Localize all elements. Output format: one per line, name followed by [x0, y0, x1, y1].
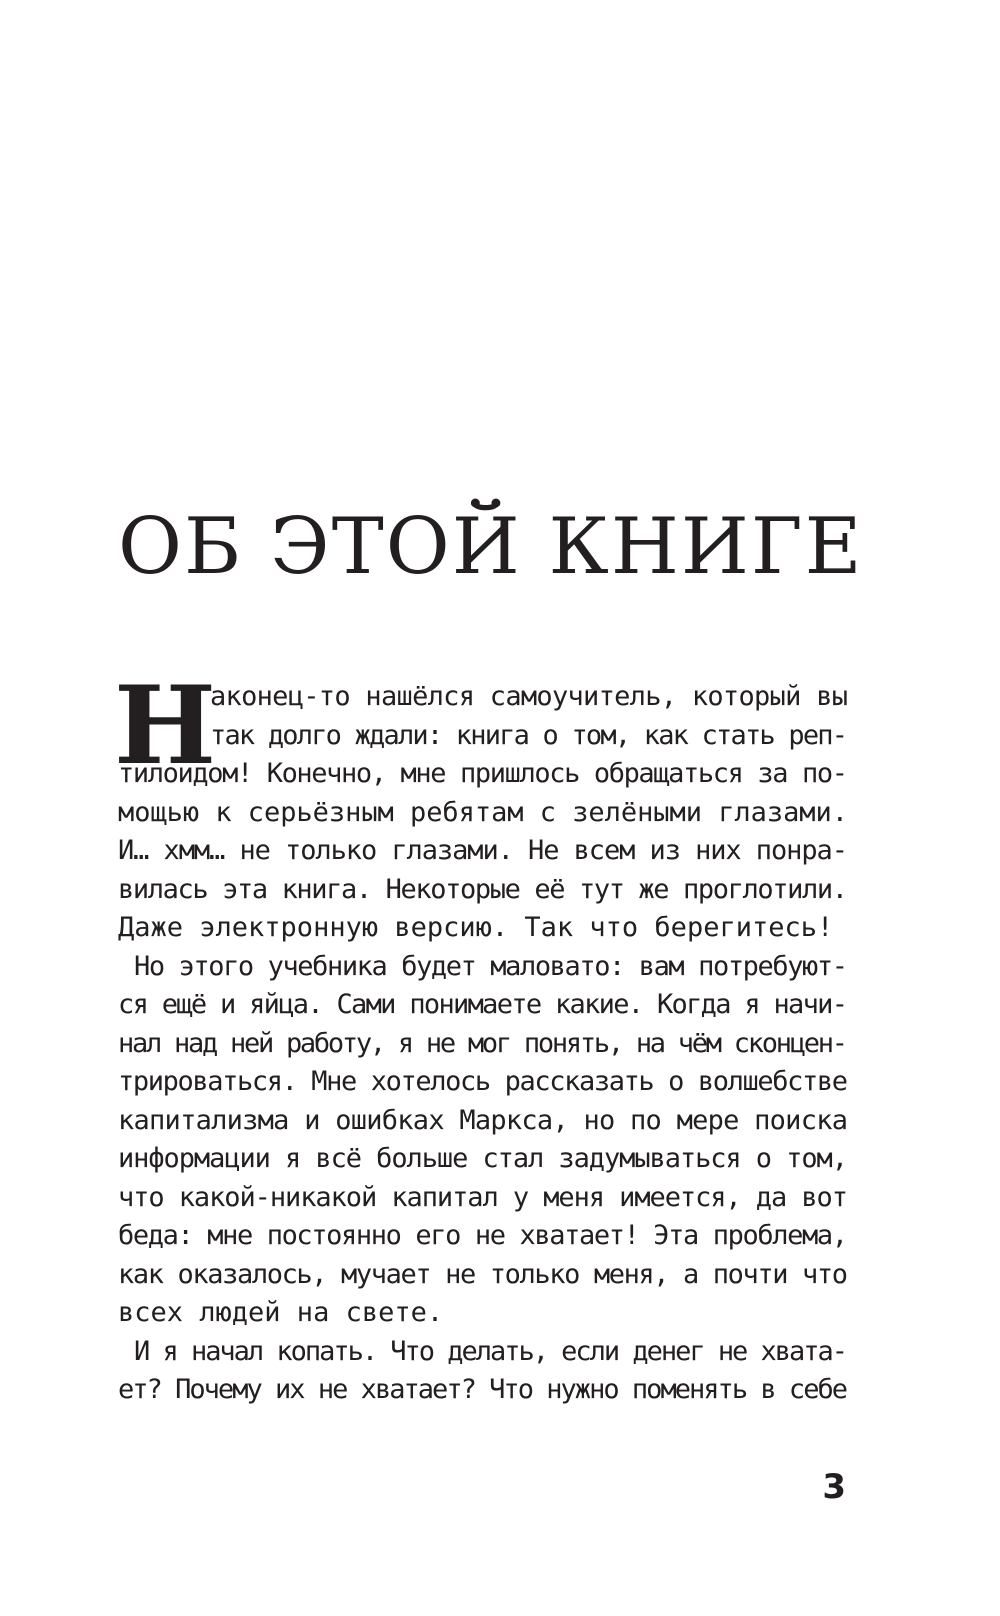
drop-cap: Н [114, 663, 213, 789]
text-line: информации я всё больше стал задумываться о том, [118, 1143, 847, 1174]
text-line: Но этого учебника будет маловато: вам потребуют- [134, 950, 847, 982]
text-line: ся ещё и яйца. Сами понимаете какие. Когда я начи- [118, 989, 847, 1020]
text-line: всех людей на свете. [118, 1297, 444, 1328]
text-line: И… хмм… не только глазами. Не всем из них понра- [118, 835, 847, 866]
text-line: ет? Почему их не хватает? Что нужно поменять в себе [118, 1374, 847, 1405]
text-line: И я начал копать. Что делать, если денег не хвата- [134, 1335, 846, 1367]
text-line: так долго ждали: книга о том, как стать реп- [210, 719, 847, 751]
text-line: что какой-никакой капитал у меня имеется, да вот [118, 1181, 847, 1213]
text-line: тилоидом! Конечно, мне пришлось обращаться за по- [118, 758, 847, 789]
text-line: аконец-то нашёлся самоучитель, который вы [210, 681, 848, 712]
text-line: мощью к серьёзным ребятам с зелёными глазами. [118, 796, 848, 828]
text-line: беда: мне постоянно его не хватает! Эта проблема, [118, 1220, 847, 1251]
page-number: 3 [822, 1467, 846, 1507]
text-line: Даже электронную версию. Так что берегитесь! [118, 912, 834, 943]
text-line: трироваться. Мне хотелось рассказать о волшебстве [118, 1066, 847, 1097]
chapter-title: ОБ ЭТОЙ КНИГЕ [118, 502, 864, 592]
text-line: капитализма и ошибках Маркса, но по мере поиска [118, 1104, 848, 1136]
text-line: вилась эта книга. Некоторые её тут же проглотили. [118, 873, 847, 905]
text-line: нал над ней работу, я не мог понять, на чём сконцен- [118, 1027, 846, 1059]
text-line: как оказалось, мучает не только меня, а почти что [118, 1258, 847, 1290]
body-text [114, 663, 848, 1410]
